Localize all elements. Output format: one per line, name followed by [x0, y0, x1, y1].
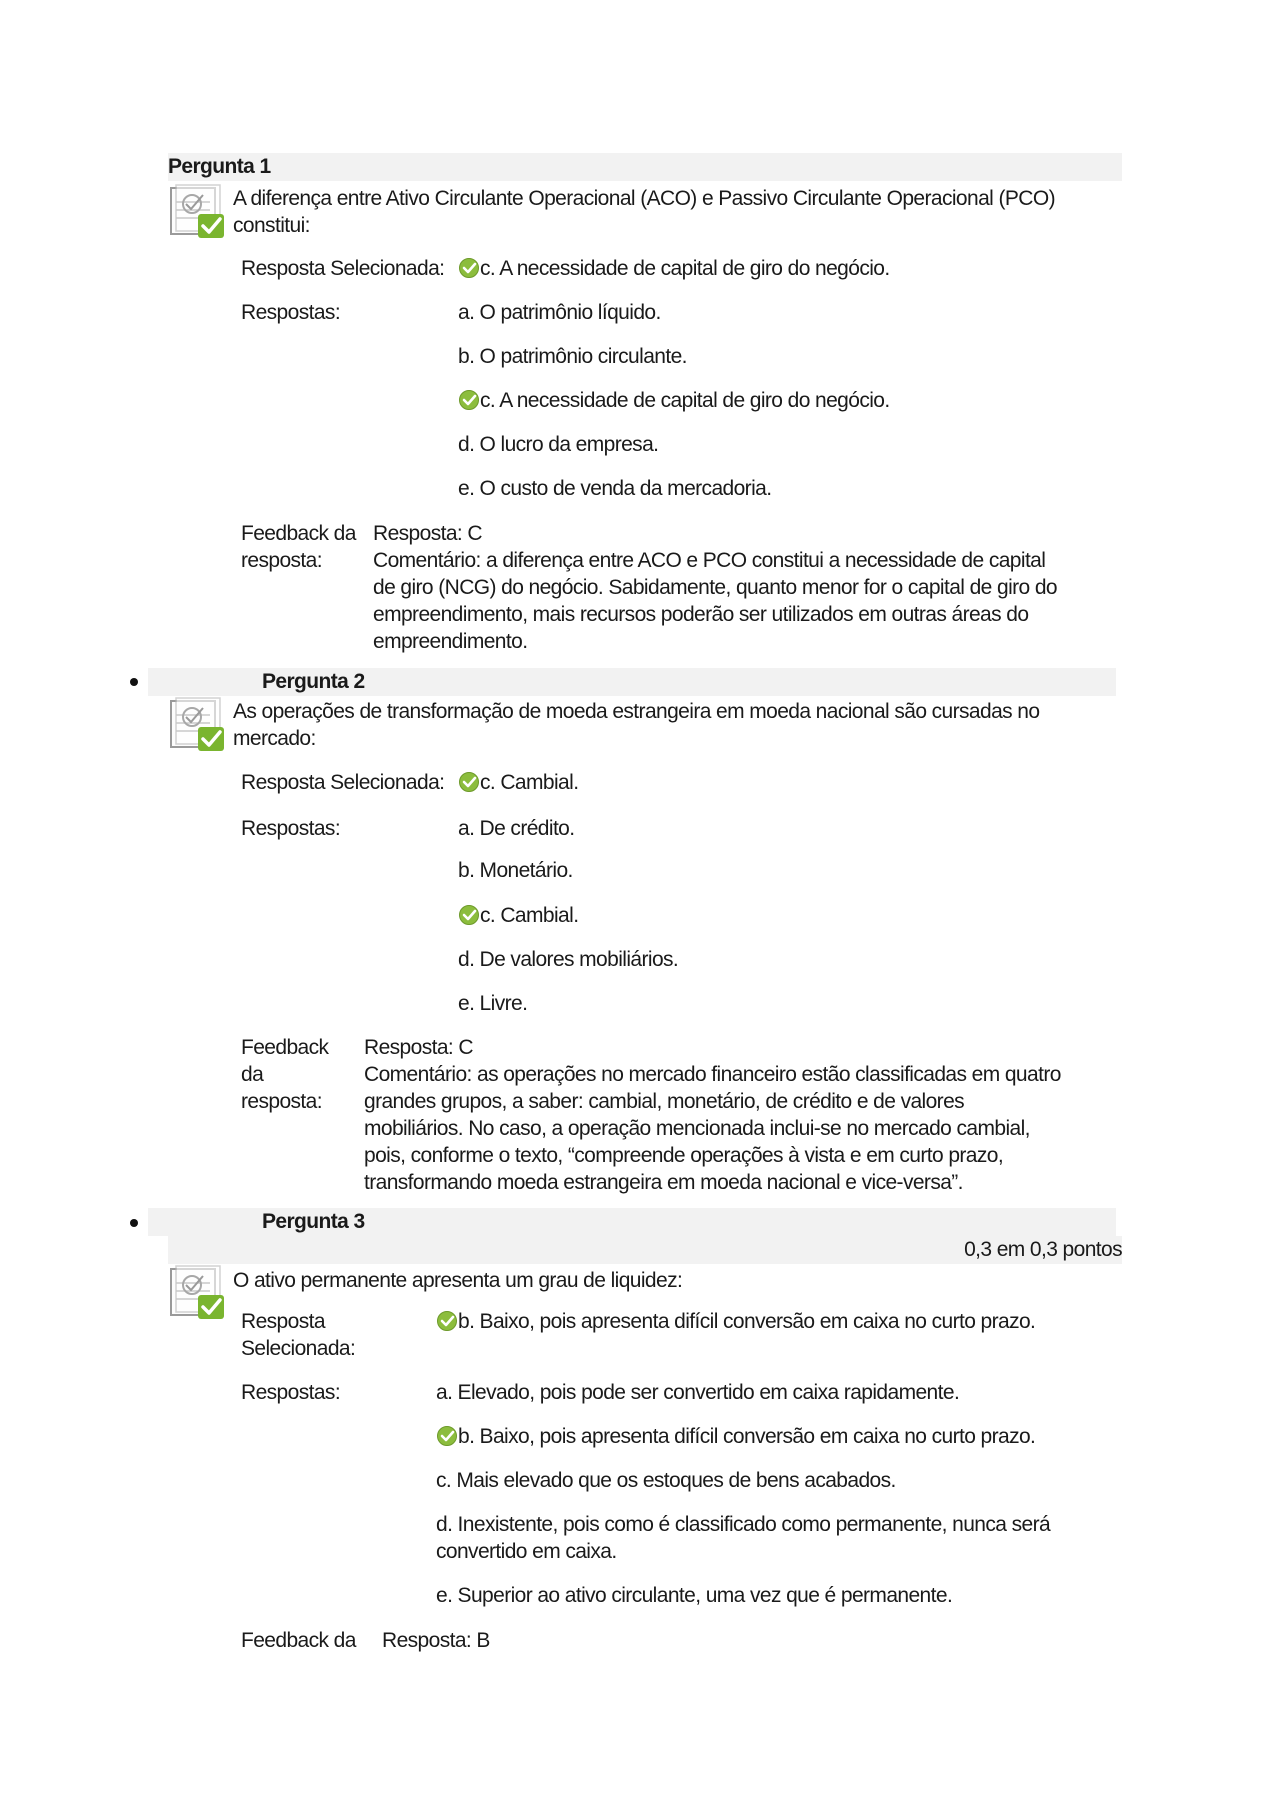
answer-option-b [436, 1423, 1035, 1450]
feedback-label-line-2: da [241, 1063, 264, 1086]
check-circle-icon [458, 389, 480, 411]
answer-option-d-line-1: d. Inexistente, pois como é classificado como permanente, nunca será [436, 1513, 1051, 1536]
answer-option-a: a. O patrimônio líquido. [458, 301, 661, 324]
selected-answer-label: Resposta Selecionada: [241, 257, 445, 280]
selected-answer [436, 1308, 1035, 1335]
answers-label: Respostas: [241, 1381, 341, 1404]
feedback-line-3: grandes grupos, a saber: cambial, monetário, de crédito e de valores [364, 1090, 965, 1113]
answer-option-c [458, 902, 578, 929]
question-2-text-line-1: As operações de transformação de moeda estrangeira em moeda nacional são cursadas no [233, 700, 1040, 723]
question-3-text-line-1: O ativo permanente apresenta um grau de liquidez: [233, 1269, 683, 1292]
feedback-line-5: pois, conforme o texto, “compreende operações à vista e em curto prazo, [364, 1144, 1004, 1167]
quiz-correct-icon [170, 184, 226, 240]
answers-label: Respostas: [241, 817, 341, 840]
feedback-line-6: transformando moeda estrangeira em moeda nacional e vice-versa”. [364, 1171, 963, 1194]
list-bullet [130, 1219, 138, 1227]
feedback-line-4: empreendimento, mais recursos poderão ser utilizados em outras áreas do [373, 603, 1029, 626]
check-circle-icon [436, 1425, 458, 1447]
answer-option-d: d. De valores mobiliários. [458, 948, 679, 971]
answer-option-d: d. O lucro da empresa. [458, 433, 659, 456]
question-3-title: Pergunta 3 [262, 1210, 365, 1233]
check-circle-icon [458, 257, 480, 279]
answer-option-b: b. O patrimônio circulante. [458, 345, 687, 368]
answer-option-e: e. Superior ao ativo circulante, uma vez que é permanente. [436, 1584, 953, 1607]
answer-option-c [458, 387, 890, 414]
selected-answer [458, 255, 890, 282]
question-1-header [168, 153, 1122, 181]
answer-option-b: b. Monetário. [458, 859, 573, 882]
feedback-label-line-3: resposta: [241, 1090, 322, 1113]
question-2-title: Pergunta 2 [262, 670, 365, 693]
feedback-line-1: Resposta: C [373, 522, 482, 545]
feedback-line-3: de giro (NCG) do negócio. Sabidamente, quanto menor for o capital de giro do [373, 576, 1057, 599]
feedback-line-4: mobiliários. No caso, a operação mencionada inclui-se no mercado cambial, [364, 1117, 1030, 1140]
feedback-line-2: Comentário: a diferença entre ACO e PCO constitui a necessidade de capital [373, 549, 1046, 572]
answer-option-a: a. De crédito. [458, 817, 575, 840]
feedback-line-1: Resposta: B [382, 1629, 490, 1652]
selected-answer [458, 769, 578, 796]
feedback-line-2: Comentário: as operações no mercado financeiro estão classificadas em quatro [364, 1063, 1061, 1086]
selected-answer-label-line-2: Selecionada: [241, 1337, 356, 1360]
feedback-label-line-2: resposta: [241, 549, 322, 572]
feedback-label-line-1: Feedback [241, 1036, 329, 1059]
check-circle-icon [436, 1310, 458, 1332]
answer-option-a: a. Elevado, pois pode ser convertido em caixa rapidamente. [436, 1381, 960, 1404]
question-1-text-line-2: constitui: [233, 214, 310, 237]
answer-option-b-text: b. Baixo, pois apresenta difícil conversão em caixa no curto prazo. [458, 1425, 1036, 1448]
feedback-label-line-1: Feedback da [241, 1629, 356, 1652]
answer-option-e: e. Livre. [458, 992, 528, 1015]
answers-label: Respostas: [241, 301, 341, 324]
question-1-text-line-1: A diferença entre Ativo Circulante Operacional (ACO) e Passivo Circulante Operacional (PCO) [233, 187, 1055, 210]
quiz-correct-icon [170, 1265, 226, 1321]
answer-option-e: e. O custo de venda da mercadoria. [458, 477, 772, 500]
selected-answer-label: Resposta Selecionada: [241, 771, 445, 794]
selected-answer-text: b. Baixo, pois apresenta difícil conversão em caixa no curto prazo. [458, 1310, 1036, 1333]
list-bullet [130, 678, 138, 686]
question-3-points: 0,3 em 0,3 pontos [964, 1238, 1122, 1261]
check-circle-icon [458, 904, 480, 926]
selected-answer-label-line-1: Resposta [241, 1310, 325, 1333]
answer-option-d-line-2: convertido em caixa. [436, 1540, 617, 1563]
answer-option-c-text: c. A necessidade de capital de giro do negócio. [480, 389, 890, 412]
question-1-title: Pergunta 1 [168, 155, 271, 178]
selected-answer-text: c. A necessidade de capital de giro do negócio. [480, 257, 890, 280]
feedback-line-5: empreendimento. [373, 630, 528, 653]
question-2-text-line-2: mercado: [233, 727, 316, 750]
feedback-label-line-1: Feedback da [241, 522, 356, 545]
answer-option-c: c. Mais elevado que os estoques de bens acabados. [436, 1469, 896, 1492]
check-circle-icon [458, 771, 480, 793]
feedback-line-1: Resposta: C [364, 1036, 473, 1059]
selected-answer-text: c. Cambial. [480, 771, 579, 794]
quiz-correct-icon [170, 697, 226, 753]
answer-option-c-text: c. Cambial. [480, 904, 579, 927]
